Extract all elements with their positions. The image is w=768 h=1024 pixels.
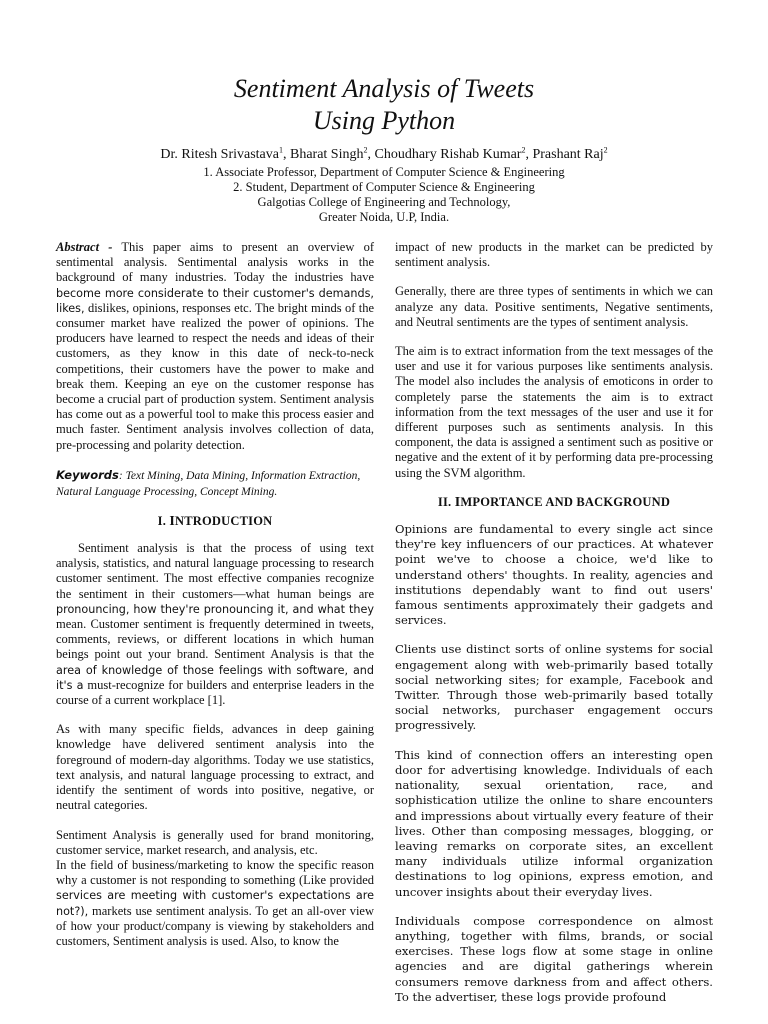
author-affiliation-mark: 2 bbox=[363, 145, 368, 155]
paragraph-text: services are meeting with customer's expectations are not?), bbox=[56, 889, 374, 918]
author-name: Bharat Singh bbox=[289, 147, 364, 162]
section-number: II. bbox=[437, 494, 452, 509]
paragraph-text: mean. Customer sentiment is frequently determined in tweets, comments, reviews, or different locations in which human beings point out your brand. Sentiment Analysis is that the bbox=[56, 617, 374, 662]
body-paragraph: Generally, there are three types of sentiments in which we can analyze any data. Positive sentiments, Negative sentiments, and Neutral sentiments are the types of sentiment analysis. bbox=[395, 284, 713, 329]
section-title-initial: I bbox=[169, 513, 175, 529]
right-column bbox=[395, 240, 713, 1005]
keywords-label: Keywords bbox=[56, 467, 119, 482]
author-affiliation-mark: 2 bbox=[521, 145, 526, 155]
paragraph-text: area of knowledge of those feelings with software, and it's a bbox=[56, 663, 374, 692]
body-paragraph: Clients use distinct sorts of online systems for social engagement along with web-primarily based totally social networking sites; for example, Facebook and Twitter. Through those web-primarily based totally social networks, purchaser engagement occurs progressively. bbox=[395, 642, 713, 733]
intro-paragraph bbox=[56, 541, 374, 708]
body-paragraph: Individuals compose correspondence on almost anything, together with films, brands, or social exercises. These logs flow at some stage in online agencies and are digital gatherings wherein consumers remove darkness from and affect others. To the advertiser, these logs provide profound bbox=[395, 913, 713, 1004]
abstract bbox=[56, 240, 374, 453]
affiliation-line: Greater Noida, U.P, India. bbox=[318, 210, 450, 224]
abstract-label: Abstract - bbox=[56, 240, 113, 254]
paragraph-text: Sentiment analysis is that the process of using text analysis, statistics, and natural language processing to research customer sentiment. The most effective companies recognize the sentiment in their customers—what human beings are bbox=[56, 541, 374, 601]
author-name: Dr. Ritesh Srivastava bbox=[160, 147, 279, 162]
abstract-text: dislikes, opinions, responses etc. The bright minds of the consumer market have realized the power of opinions. The producers have learned to respect the needs and ideas of their customers, as they know in this date of neck-to-neck competitions, their customers have the power to make and break them. Keeping an eye on the customer response has become a crucial part of production system. Sentiment analysis has come out as a powerful tool to make this process easier and much faster. Sentiment analysis involves collection of data, pre-processing and polarity detection. bbox=[56, 300, 374, 452]
body-paragraph: This kind of connection offers an interesting open door for advertising knowledge. Individuals of each nationality, sexual orientation, race, and sophistication utilize the online to share encounters and impressions about virtually every feature of their lives. Other than composing messages, blogging, or leaving remarks on corporate sites, an excellent many individuals utilize informal organization destinations to log opinions, express emotion, and uncover insights about their everyday lives. bbox=[395, 747, 713, 899]
author-affiliation-mark: 2 bbox=[603, 145, 608, 155]
author-list: Dr. Ritesh Srivastava$^1$, Bharat Singh$^2$, Choudhary Rishab Kumar$^2$, Prashant Raj$^2$ bbox=[160, 145, 608, 162]
author-affiliation-mark: 1 bbox=[278, 145, 283, 155]
section-number: I. bbox=[157, 513, 167, 528]
section-title: NTRODUCTION bbox=[175, 513, 273, 528]
section-title: MPORTANCE AND BACKGROUND bbox=[460, 494, 671, 509]
body-paragraph: Opinions are fundamental to every single act since they're key influencers of our practices. At whatever point we've to choose a choice, we'd like to understand others' thoughts. In reality, agencies and institutions dependably want to find out users' famous sentiments approximately their gadgets and services. bbox=[395, 522, 713, 628]
keywords-text: : Text Mining, Data Mining, Information Extraction, Natural Language Processing, Concept Mining. bbox=[56, 469, 361, 498]
abstract-text: This paper aims to present an overview of sentimental analysis. Sentimental analysis works in the background of many industries. Today the industries have bbox=[56, 240, 374, 285]
affiliation-line: Galgotias College of Engineering and Technology, bbox=[257, 195, 511, 209]
paragraph-text: must-recognize for builders and enterprise leaders in the course of a current workplace [1]. bbox=[56, 677, 374, 708]
paragraph-text: markets use sentiment analysis. To get an all-over view of how your product/company is viewing by stakeholders and customers, Sentiment analysis is used. Also, to know the bbox=[56, 903, 374, 948]
keywords bbox=[56, 467, 374, 500]
paragraph-text: pronouncing, how they're pronouncing it, and what they bbox=[56, 602, 374, 616]
section-heading-importance bbox=[395, 495, 713, 510]
paragraph-text: Sentiment Analysis is generally used for brand monitoring, customer service, market research, and analysis, etc. bbox=[56, 827, 374, 857]
intro-paragraph: As with many specific fields, advances in deep gaining knowledge have delivered sentiment analysis into the foreground of modern-day algorithms. Today we use statistics, text analysis, and natural language processing to extract, and identify the sentiment of words into positive, negative, or neutral categories. bbox=[56, 722, 374, 813]
author-name: Prashant Raj bbox=[532, 147, 604, 162]
section-heading-introduction bbox=[56, 514, 374, 529]
body-paragraph: impact of new products in the market can be predicted by sentiment analysis. bbox=[395, 240, 713, 270]
paragraph-text: In the field of business/marketing to know the specific reason why a customer is not responding to something (Like provided bbox=[56, 857, 374, 888]
section-title-initial: I bbox=[454, 494, 461, 510]
author-name: Choudhary Rishab Kumar bbox=[374, 147, 522, 162]
paper-title-line2: Using Python bbox=[312, 106, 456, 135]
abstract-text: become more considerate to their customer's demands, likes, bbox=[56, 286, 374, 315]
body-paragraph: The aim is to extract information from the text messages of the user and use it for various purposes like sentiments analysis. The model also includes the analysis of emoticons in order to completely parse the statements the aim is to extract information from the text messages of the user and use it for different purposes such as sentiments analysis. In this component, the data is assigned a sentiment such as positive or negative and the extent of it by performing data pre-processing using the SVM algorithm. bbox=[395, 344, 713, 480]
paper-title-line1: Sentiment Analysis of Tweets bbox=[233, 74, 535, 103]
affiliation-line: 1. Associate Professor, Department of Computer Science & Engineering bbox=[203, 165, 565, 179]
affiliation-line: 2. Student, Department of Computer Science & Engineering bbox=[233, 180, 535, 194]
intro-paragraph bbox=[56, 828, 374, 950]
left-column bbox=[56, 240, 374, 949]
